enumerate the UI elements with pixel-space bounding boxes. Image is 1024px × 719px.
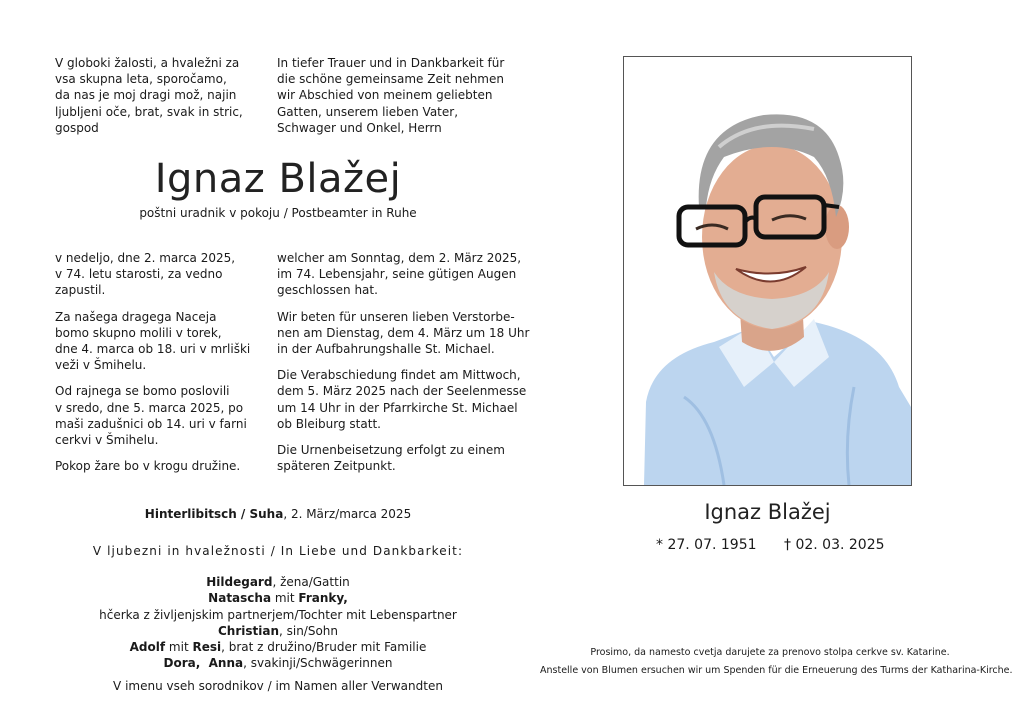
place-date — [0, 506, 556, 522]
body-line: Die Urnenbeisetzung erfolgt zu einem — [277, 443, 505, 458]
intro-slovene — [55, 55, 243, 136]
donation-note-german: Anstelle von Blumen ersuchen wir um Spenden für die Erneuerung des Turms der Katharina-Kirche. — [540, 665, 1013, 676]
body-line: v 74. letu starosti, za vedno — [55, 267, 223, 282]
mourner-line — [0, 590, 556, 606]
date: , 2. März/marca 2025 — [283, 507, 412, 521]
body-line: dne 4. marca ob 18. uri v mrliški — [55, 342, 251, 357]
relatives-line: V imenu vseh sorodnikov / im Namen aller Verwandten — [113, 679, 443, 693]
portrait-illustration — [624, 57, 911, 485]
paragraph — [55, 458, 250, 474]
mourner-relation: , sin/Sohn — [278, 623, 339, 638]
paragraph — [277, 250, 529, 299]
mourner-name: Adolf — [129, 640, 166, 655]
mourner-line — [0, 574, 556, 590]
mourner-line — [0, 655, 556, 671]
paragraph — [277, 309, 529, 358]
intro-line: ljubljeni oče, brat, svak in stric, — [55, 104, 243, 119]
body-line: v sredo, dne 5. marca 2025, po — [55, 400, 244, 415]
birth-date: * 27. 07. 1951 — [656, 537, 757, 553]
body-line: Die Verabschiedung findet am Mittwoch, — [277, 368, 521, 383]
intro-line: vsa skupna leta, sporočamo, — [55, 72, 227, 87]
intro-german — [277, 55, 504, 136]
deceased-subtitle: poštni uradnik v pokoju / Postbeamter in Ruhe — [139, 206, 417, 220]
paragraph — [277, 442, 529, 474]
body-line: Za našega dragega Naceja — [55, 309, 217, 324]
paragraph — [55, 250, 250, 299]
paragraph — [55, 383, 250, 448]
mourner-line — [0, 639, 556, 655]
body-line: v nedeljo, dne 2. marca 2025, — [55, 251, 236, 265]
mourner-relation: mit — [271, 591, 299, 606]
body-line: welcher am Sonntag, dem 2. März 2025, — [277, 251, 522, 265]
body-line: in der Aufbahrungshalle St. Michael. — [277, 342, 495, 357]
mourner-relation: mit — [165, 640, 193, 655]
mourner-name: Franky, — [298, 591, 348, 606]
intro-line: die schöne gemeinsame Zeit nehmen — [277, 72, 504, 87]
intro-line: V globoki žalosti, a hvaležni za — [55, 56, 240, 70]
mourner-line — [0, 623, 556, 639]
mourner-name: Resi — [192, 640, 222, 655]
body-line: maši zadušnici ob 14. uri v farni — [55, 416, 247, 431]
intro-line: wir Abschied von meinem geliebten — [277, 88, 493, 103]
thanks-heading: V ljubezni in hvaležnosti / In Liebe und Dankbarkeit: — [92, 544, 464, 558]
body-line: späteren Zeitpunkt. — [277, 459, 396, 474]
mourner-relation: , svakinji/Schwägerinnen — [243, 656, 393, 671]
intro-line: In tiefer Trauer und in Dankbarkeit für — [277, 56, 505, 70]
body-slovene — [55, 250, 250, 484]
portrait-caption-name: Ignaz Blažej — [704, 500, 831, 524]
body-line: um 14 Uhr in der Pfarrkirche St. Michael — [277, 400, 518, 415]
mourner-name: Natascha — [208, 591, 272, 606]
body-german — [277, 250, 529, 484]
mourner-name: Christian — [217, 623, 279, 638]
intro-line: da nas je moj dragi mož, najin — [55, 88, 237, 103]
body-line: cerkvi v Šmihelu. — [55, 433, 159, 448]
body-line: Wir beten für unseren lieben Verstorbe- — [277, 309, 515, 324]
body-line: dem 5. März 2025 nach der Seelenmesse — [277, 384, 527, 399]
place: Hinterlibitsch / Suha — [144, 507, 284, 521]
mourner-name: Hildegard — [206, 575, 273, 589]
portrait-photo — [623, 56, 912, 486]
paragraph — [55, 309, 250, 374]
deceased-name: Ignaz Blažej — [154, 156, 402, 202]
mourners-list — [0, 574, 556, 672]
body-line: veži v Šmihelu. — [55, 358, 147, 373]
donation-note-slovene: Prosimo, da namesto cvetja darujete za prenovo stolpa cerkve sv. Katarine. — [590, 647, 950, 658]
death-date: † 02. 03. 2025 — [784, 537, 885, 553]
body-line: Pokop žare bo v krogu družine. — [55, 459, 241, 474]
mourner-relation: , žena/Gattin — [272, 575, 350, 589]
body-line: Od rajnega se bomo poslovili — [55, 384, 230, 399]
intro-line: Schwager und Onkel, Herrn — [277, 120, 442, 135]
mourner-relation: hčerka z življenjskim partnerjem/Tochter mit Lebenspartner — [99, 607, 457, 622]
intro-line: gospod — [55, 120, 99, 135]
mourner-name: Dora, Anna — [163, 656, 244, 671]
body-line: bomo skupno molili v torek, — [55, 325, 222, 340]
mourner-line — [0, 607, 556, 623]
body-line: im 74. Lebensjahr, seine gütigen Augen — [277, 267, 517, 282]
body-line: ob Bleiburg statt. — [277, 416, 381, 431]
paragraph — [277, 367, 529, 432]
body-line: zapustil. — [55, 283, 106, 298]
body-line: nen am Dienstag, dem 4. März um 18 Uhr — [277, 325, 530, 340]
intro-line: Gatten, unserem lieben Vater, — [277, 104, 459, 119]
mourner-relation: , brat z družino/Bruder mit Familie — [221, 640, 427, 655]
body-line: geschlossen hat. — [277, 283, 378, 298]
